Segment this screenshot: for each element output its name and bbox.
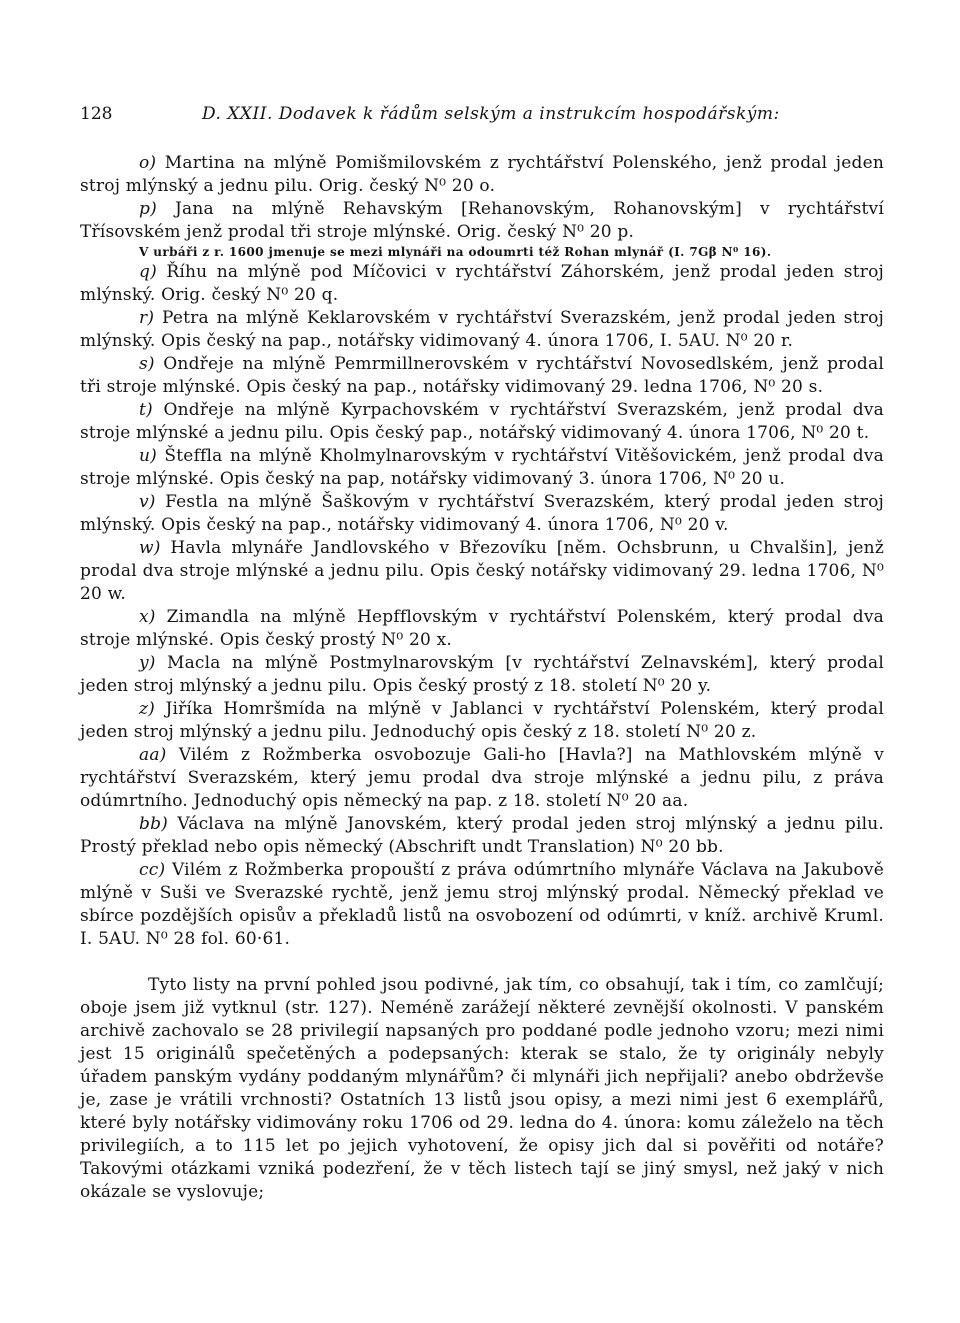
entry-v [80,491,884,537]
footnote-urbar: V urbáři z r. 1600 jmenuje se mezi mlynáři na odoumrti též Rohan mlynář (I. 7Gβ N⁰ 16). [139,245,772,259]
entry-letter: v) [139,492,156,512]
entry-text: Ondřeje na mlýně Pemrmillnerovském v rychtářství Novosedlském, jenž prodal tři stroje mlýnské. Opis český na pap., notářsky vidimovaný 29. ledna 1706, N⁰ 20 s. [80,354,884,397]
entry-letter: q) [139,262,157,282]
entry-letter: z) [139,699,155,719]
entry-letter: w) [139,538,161,558]
commentary-paragraph: Tyto listy na první pohled jsou podivné, jak tím, co obsahují, tak i tím, co zamlčují; oboje jsem již vytknul (str. 127). Neméně zarážejí některé zevnější okolnosti. V panském archivě zachovalo se 28 privilegií napsaných pro poddané podle jednoho vzoru; mezi nimi jest 15 originálů spečetěných a podepsaných: kterak se stalo, že ty originály nebyly úřadem panským vydány poddaným mlynářům? či mlynáři jich nepřijali? anebo obdrževše je, zase je vrátili vrchnosti? Ostatních 13 listů jsou opisy, a mezi nimi jest 6 exemplářů, které byly notářsky vidimovány roku 1706 od 29. ledna do 4. února: komu záleželo na těch privilegiích, a to 115 let po jejich vyhotovení, že opisy jich dal si pověřiti od notáře? Takovými otázkami vzniká podezření, že v těch listech tají se jiný smysl, než jaký v nich okázale se vyslovuje; [80,975,884,1202]
entry-letter: r) [139,308,155,328]
entry-letter: s) [139,354,155,374]
entry-letter: t) [139,400,153,420]
entry-text: Petra na mlýně Keklarovském v rychtářství Sverazském, jenž prodal jeden stroj mlýnský. Opis český na pap., notářsky vidimovaný 4. února 1706, I. 5AU. N⁰ 20 r. [80,308,884,351]
entry-letter: u) [139,446,157,466]
entry-text: Václava na mlýně Janovském, který prodal jeden stroj mlýnský a jednu pilu. Prostý překlad nebo opis německý (Abschrift undt Translation) N⁰ 20 bb. [80,814,884,857]
entry-s [80,353,884,399]
entry-p [80,198,884,244]
entry-t [80,399,884,445]
entry-text: Vilém z Rožmberka osvobozuje Gali-ho [Havla?] na Mathlovském mlýně v rychtářství Sverazském, který jemu prodal dva stroje mlýnské a jednu pilu, z práva odúmrtního. Jednoduchý opis německý na pap. z 18. století N⁰ 20 aa. [80,745,884,811]
page-number: 128 [80,104,113,124]
entry-w [80,537,884,606]
entry-text: Říhu na mlýně pod Míčovici v rychtářství Záhorském, jenž prodal jeden stroj mlýnský. Orig. český N⁰ 20 q. [80,262,884,305]
entry-text: Šteffla na mlýně Kholmylnarovským v rychtářství Vitěšovickém, jenž prodal dva stroje mlýnské. Opis český na pap, notářsky vidimovaný 3. února 1706, N⁰ 20 u. [80,446,884,489]
entry-text: Vilém z Rožmberka propouští z práva odúmrtního mlynáře Václava na Jakubově mlýně v Suši ve Sverazské rychtě, jenž jemu stroj mlýnský prodal. Německý překlad ve sbírce pozdějších opisův a překladů listů na osvobození od odúmrti, v kníž. archivě Kruml. I. 5AU. N⁰ 28 fol. 60·61. [80,860,884,949]
entry-text: Jana na mlýně Rehavským [Rehanovským, Rohanovským] v rychtářství Třísovském jenž prodal tři stroje mlýnské. Orig. český N⁰ 20 p. [80,199,884,242]
entry-cc [80,859,884,951]
entry-letter: cc) [139,860,166,880]
entry-text: Festla na mlýně Šaškovým v rychtářství Sverazském, který prodal jeden stroj mlýnský. Opis český na pap., notářsky vidimovaný 4. února 1706, N⁰ 20 v. [80,492,884,535]
entry-text: Ondřeje na mlýně Kyrpachovském v rychtářství Sverazském, jenž prodal dva stroje mlýnské a jednu pilu. Opis český pap., notářský vidimovaný 4. února 1706, N⁰ 20 t. [80,400,884,443]
entry-r [80,307,884,353]
entry-text: Martina na mlýně Pomišmilovském z rychtářství Polenského, jenž prodal jeden stroj mlýnský a jednu pilu. Orig. český N⁰ 20 o. [80,153,884,196]
commentary-block [80,974,884,1204]
entry-letter: bb) [139,814,168,834]
entry-z [80,698,884,744]
entry-letter: p) [139,199,157,219]
entry-text: Macla na mlýně Postmylnarovským [v rychtářství Zelnavském], který prodal jeden stroj mlýnský a jednu pilu. Opis český prostý z 18. století N⁰ 20 y. [80,653,884,696]
entry-aa [80,744,884,813]
entry-letter: x) [139,607,156,627]
page-header [80,104,880,130]
entry-q [80,261,884,307]
entry-y [80,652,884,698]
entry-u [80,445,884,491]
entry-letter: y) [139,653,156,673]
entry-o [80,152,884,198]
entry-text: Zimandla na mlýně Hepfflovským v rychtářství Polenském, který prodal dva stroje mlýnské. Opis český prostý N⁰ 20 x. [80,607,884,650]
running-head: D. XXII. Dodavek k řádům selským a instrukcím hospodářským: [202,104,780,124]
entry-text: Jiříka Homršmída na mlýně v Jablanci v rychtářství Polenském, který prodal jeden stroj mlýnský a jednu pilu. Jednoduchý opis český z 18. století N⁰ 20 z. [80,699,884,742]
entry-text: Havla mlynáře Jandlovského v Březovíku [něm. Ochsbrunn, u Chvalšin], jenž prodal dva stroje mlýnské a jednu pilu. Opis český notářsky vidimovaný 29. ledna 1706, N⁰ 20 w. [80,538,884,604]
entry-x [80,606,884,652]
entry-bb [80,813,884,859]
entry-letter: aa) [139,745,167,765]
entry-letter: o) [139,153,157,173]
page-body [80,152,884,1204]
